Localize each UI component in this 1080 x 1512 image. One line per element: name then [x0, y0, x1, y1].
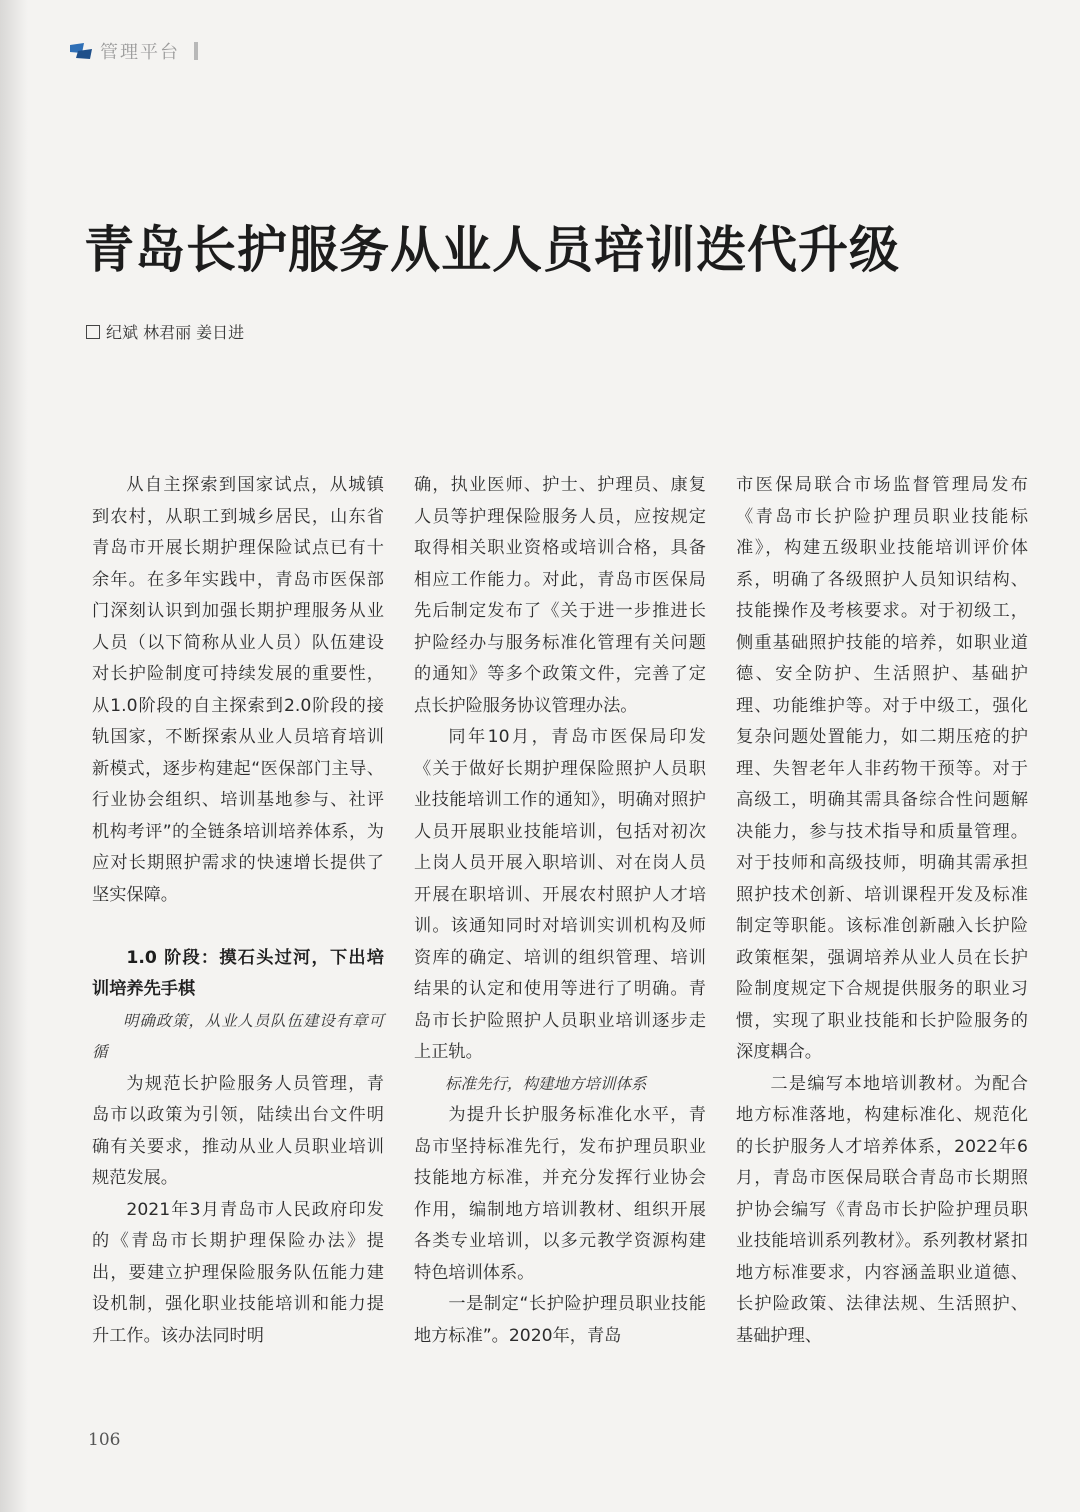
paragraph: 同年10月，青岛市医保局印发《关于做好长期护理保险照护人员职业技能培训工作的通知》，明确对照护人员开展职业技能培训，包括对初次上岗人员开展入职培训、对在岗人员开展在职培训、开展农村照护人才培训。该通知同时对培训实训机构及师资库的确定、培训的组织管理、培训结果的认定和使用等进行了明确。青岛市长护险照护人员职业培训逐步走上正轨。 [414, 727, 706, 1062]
intro-paragraph: 从自主探索到国家试点，从城镇到农村，从职工到城乡居民，山东省青岛市开展长期护理保险试点已有十余年。在多年实践中，青岛市医保部门深刻认识到加强长期护理服务从业人员（以下简称从业人员）队伍建设对长护险制度可持续发展的重要性，从1.0阶段的自主探索到2.0阶段的接轨国家，不断探索从业人员培育培训新模式，逐步构建起“医保部门主导、行业协会组织、培训基地参与、社评机构考评”的全链条培训培养体系，为应对长期照护需求的快速增长提供了坚实保障。 [92, 475, 384, 905]
paragraph: 为提升长护服务标准化水平，青岛市坚持标准先行，发布护理员职业技能地方标准，并充分发挥行业协会作用，编制地方培训教材、组织开展各类专业培训，以多元教学资源构建特色培训体系。 [414, 1105, 706, 1283]
paragraph: 2021年3月青岛市人民政府印发的《青岛市长期护理保险办法》提出，要建立护理保险服务队伍能力建设机制，强化职业技能培训和能力提升工作。该办法同时明 [92, 1199, 384, 1346]
paragraph: 一是制定“长护险护理员职业技能地方标准”。2020年，青岛 [414, 1294, 706, 1346]
paragraph: 确，执业医师、护士、护理员、康复人员等护理保险服务人员，应按规定取得相关职业资格或培训合格，具备相应工作能力。对此，青岛市医保局先后制定发布了《关于进一步推进长护险经办与服务标准化管理有关问题的通知》等多个政策文件，完善了定点长护险服务协议管理办法。 [414, 475, 706, 716]
column-3 [736, 470, 1028, 1352]
byline-box-icon [86, 325, 100, 339]
paragraph: 为规范长护险服务人员管理，青岛市以政策为引领，陆续出台文件明确有关要求，推动从业人员职业培训规范发展。 [92, 1073, 384, 1188]
page-edge-shadow [0, 0, 28, 1512]
column-2 [414, 470, 706, 1352]
authors: 纪斌 林君丽 姜日进 [106, 323, 245, 342]
paragraph: 二是编写本地培训教材。为配合地方标准落地，构建标准化、规范化的长护服务人才培养体系，2022年6月，青岛市医保局联合青岛市长期照护协会编写《青岛市长护险护理员职业技能培训系列教材》。系列教材紧扣地方标准要求，内容涵盖职业道德、长护险政策、法律法规、生活照护、基础护理、 [736, 1073, 1028, 1346]
section-tag [70, 38, 198, 64]
sub-heading-1: 明确政策，从业人员队伍建设有章可循 [92, 1011, 384, 1061]
section-heading-1: 1.0 阶段：摸石头过河，下出培训培养先手棋 [92, 947, 384, 999]
article-title: 青岛长护服务从业人员培训迭代升级 [84, 221, 900, 279]
section-label: 管理平台 [100, 42, 180, 63]
sub-heading-2: 标准先行，构建地方培训体系 [445, 1074, 647, 1093]
page-number: 106 [88, 1430, 121, 1450]
paragraph: 市医保局联合市场监督管理局发布《青岛市长护险护理员职业技能标准》，构建五级职业技能培训评价体系，明确了各级照护人员知识结构、技能操作及考核要求。对于初级工，侧重基础照护技能的培养，如职业道德、安全防护、生活照护、基础护理、功能维护等。对于中级工，强化复杂问题处置能力，如二期压疮的护理、失智老年人非药物干预等。对于高级工，明确其需具备综合性问题解决能力，参与技术指导和质量管理。对于技师和高级技师，明确其需承担照护技术创新、培训课程开发及标准制定等职能。该标准创新融入长护险政策框架，强调培养从业人员在长护险制度规定下合规提供服务的职业习惯，实现了职业技能和长护险服务的深度耦合。 [736, 475, 1028, 1062]
section-tag-icon [70, 43, 92, 59]
section-tag-bar [194, 42, 198, 60]
byline [86, 320, 244, 343]
column-1 [92, 470, 384, 1352]
